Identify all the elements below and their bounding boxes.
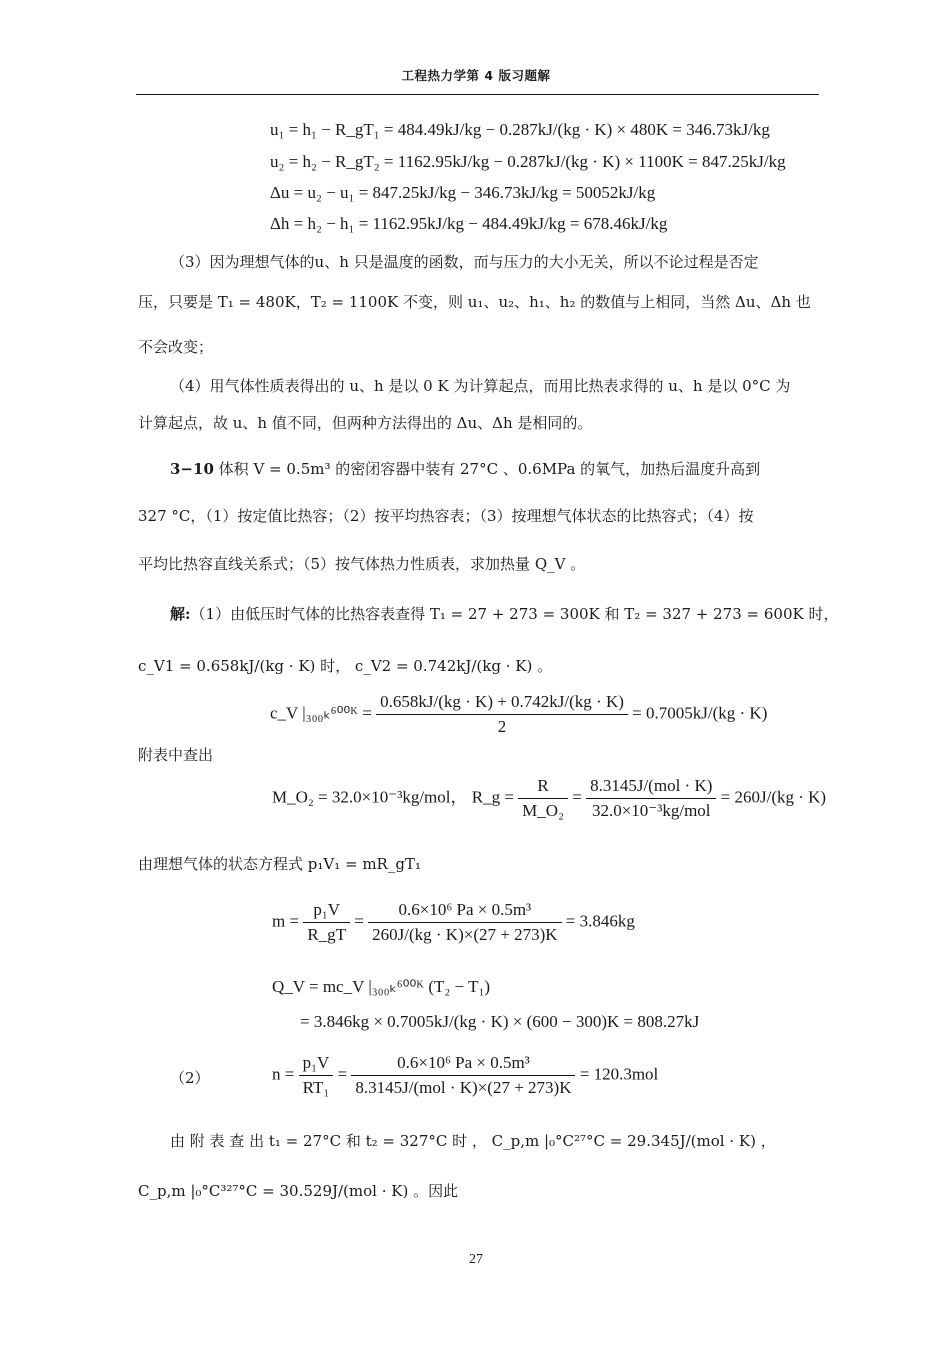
- mass-numerator-1: p₁V: [303, 900, 350, 923]
- table-lookup-line: 由 附 表 查 出 t₁ = 27°C 和 t₂ = 327°C 时 ， C_p,m |₀°C²⁷°C = 29.345J/(mol · K) ，: [170, 1132, 776, 1150]
- moles-numerator-2: 0.6×10⁶ Pa × 0.5m³: [351, 1053, 575, 1076]
- solution-line-1: [170, 603, 838, 624]
- problem-statement-line-2: 327 °C，（1）按定值比热容；（2）按平均热容表；（3）按理想气体状态的比热容式；（4）按: [138, 507, 754, 525]
- cv-fraction: [376, 692, 628, 737]
- moles-denominator-2: 8.3145J/(mol · K)×(27 + 273)K: [355, 1078, 572, 1097]
- heat-equation-line-1: Q_V = mc_V |₃₀₀ₖ⁶⁰⁰ᴷ (T₂ − T₁): [272, 977, 491, 996]
- rg-numerator-2: 8.3145J/(mol · K): [586, 776, 716, 799]
- mass-fraction-1: [303, 900, 350, 945]
- mass-fraction-2: [368, 900, 561, 945]
- molar-mass-equation: M_O₂ = 32.0×10⁻³kg/mol， R_g = $\frac{R}{\text{M\_O₂}}$ = $\frac{\text{8.3145J/(mol · K)}}{\text{32.0×10⁻³kg/mol}}$ = 260J/(kg · K): [272, 776, 827, 820]
- cv-lhs: c_V |₃₀₀ₖ⁶⁰⁰ᴷ =: [270, 703, 372, 723]
- cv-mean-equation: [270, 692, 767, 737]
- rg-denominator-2: 32.0×10⁻³kg/mol: [591, 801, 711, 820]
- solution-line-2: c_V1 = 0.658kJ/(kg · K) 时， c_V2 = 0.742kJ/(kg · K) 。: [138, 657, 553, 675]
- mass-lhs: m =: [272, 911, 300, 931]
- paragraph-3-line-1: （3）因为理想气体的u、h 只是温度的函数，而与压力的大小无关，所以不论过程是否定: [170, 253, 759, 271]
- problem-statement-line-1: [170, 458, 760, 479]
- mass-denominator-2: 260J/(kg · K)×(27 + 273)K: [372, 925, 558, 944]
- problem-text-1: 体积 V = 0.5m³ 的密闭容器中装有 27°C 、0.6MPa 的氧气，加热后温度升高到: [218, 460, 761, 478]
- moles-numerator-1: p₁V: [299, 1053, 334, 1076]
- mass-numerator-2: 0.6×10⁶ Pa × 0.5m³: [368, 900, 561, 923]
- moles-equation: n = $\frac{\text{p₁V}}{\text{RT₁}}$ = $\frac{\text{0.6×10⁶ Pa × 0.5m³}}{\text{8.3145J/(mol · K)×(27 + 273)K}}$ = 120.3mol: [272, 1053, 659, 1097]
- paragraph-4-line-2: 计算起点，故 u、h 值不同，但两种方法得出的 Δu、Δh 是相同的。: [138, 414, 593, 432]
- cv-numerator: 0.658kJ/(kg · K) + 0.742kJ/(kg · K): [376, 692, 628, 715]
- mass-denominator-1: R_gT: [307, 925, 347, 944]
- solution-label: 解:: [170, 605, 191, 623]
- part-2-label: （2）: [170, 1069, 210, 1087]
- paragraph-4-line-1: （4）用气体性质表得出的 u、h 是以 0 K 为计算起点，而用比热表求得的 u、h 是以 0°C 为: [170, 377, 791, 395]
- equation-u1: u₁ = h₁ − R_gT₁ = 484.49kJ/kg − 0.287kJ/(kg · K) × 480K = 346.73kJ/kg: [270, 120, 770, 139]
- equation-u2: u₂ = h₂ − R_gT₂ = 1162.95kJ/kg − 0.287kJ/(kg · K) × 1100K = 847.25kJ/kg: [270, 152, 786, 171]
- problem-statement-line-3: 平均比热容直线关系式；（5）按气体热力性质表，求加热量 Q_V 。: [138, 555, 586, 573]
- page-number: 27: [469, 1252, 483, 1267]
- cv-denominator: 2: [497, 717, 507, 736]
- rg-numerator-1: R: [518, 776, 568, 799]
- problem-number: 3−10: [170, 460, 214, 478]
- header-rule: [136, 94, 819, 95]
- moles-fraction-2: [351, 1053, 575, 1098]
- rg-fraction-1: [518, 776, 568, 821]
- rg-denominator-1: M_O₂: [522, 801, 564, 820]
- moles-fraction-1: [299, 1053, 334, 1098]
- solution-text-1: （1）由低压时气体的比热容表查得 T₁ = 27 + 273 = 300K 和 T₂ = 327 + 273 = 600K 时，: [190, 605, 839, 623]
- appendix-text: 附表中查出: [138, 746, 214, 764]
- cv-rhs: = 0.7005kJ/(kg · K): [632, 703, 768, 723]
- heat-equation-line-2: = 3.846kg × 0.7005kJ/(kg · K) × (600 − 300)K = 808.27kJ: [300, 1012, 700, 1031]
- state-equation-text: 由理想气体的状态方程式 p₁V₁ = mR_gT₁: [138, 855, 421, 873]
- rg-fraction-2: [586, 776, 716, 821]
- page-header: 工程热力学第 4 版习题解: [401, 68, 551, 83]
- mass-equation: m = $\frac{\text{p₁V}}{R\_gT}$ = $\frac{\text{0.6×10⁶ Pa × 0.5m³}}{260J/(kg \cdot K)\times(27 + 273)K}$ = 3.846kg: [272, 900, 635, 944]
- rg-rhs: = 260J/(kg · K): [720, 787, 827, 807]
- moles-denominator-1: RT₁: [302, 1078, 330, 1097]
- paragraph-3-line-2: 压，只要是 T₁ = 480K，T₂ = 1100K 不变，则 u₁、u₂、h₁、h₂ 的数值与上相同，当然 Δu、Δh 也: [138, 293, 811, 311]
- last-line: C_p,m |₀°C³²⁷°C = 30.529J/(mol · K) 。因此: [138, 1182, 459, 1200]
- paragraph-3-line-3: 不会改变；: [138, 338, 214, 356]
- moles-lhs: n =: [272, 1064, 295, 1084]
- equation-delta-h: Δh = h₂ − h₁ = 1162.95kJ/kg − 484.49kJ/kg = 678.46kJ/kg: [270, 214, 668, 233]
- mass-rhs: = 3.846kg: [565, 911, 635, 931]
- molar-mass-lhs: M_O₂ = 32.0×10⁻³kg/mol， R_g =: [272, 787, 514, 807]
- equation-delta-u: Δu = u₂ − u₁ = 847.25kJ/kg − 346.73kJ/kg = 50052kJ/kg: [270, 183, 656, 202]
- moles-rhs: = 120.3mol: [579, 1064, 659, 1084]
